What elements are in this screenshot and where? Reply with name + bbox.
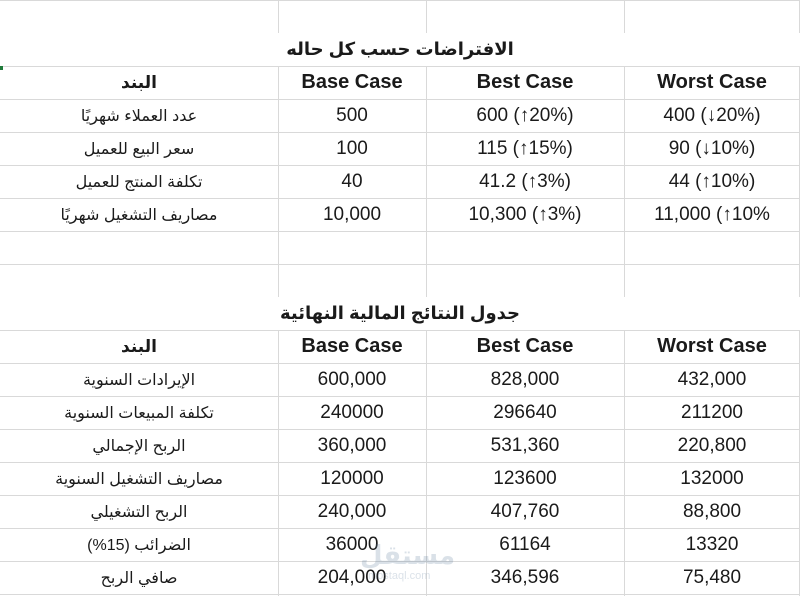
results-row-best[interactable]: 828,000: [490, 368, 560, 390]
results-row-best[interactable]: 407,760: [490, 500, 560, 522]
results-title[interactable]: جدول النتائج المالية النهائية: [0, 297, 800, 330]
assumptions-row-best[interactable]: 115 (↑15%): [477, 137, 573, 159]
results-row-base[interactable]: 36000: [325, 533, 379, 555]
results-row-worst[interactable]: 211200: [681, 401, 743, 423]
results-row-item[interactable]: مصاريف التشغيل السنوية: [55, 470, 223, 488]
assumptions-header-best[interactable]: Best Case: [476, 71, 574, 93]
assumptions-row-worst[interactable]: 400 (↓20%): [663, 104, 761, 126]
assumptions-row-worst[interactable]: 11,000 (↑10%: [654, 203, 770, 225]
assumptions-row-item[interactable]: سعر البيع للعميل: [83, 140, 195, 158]
results-row-worst[interactable]: 75,480: [682, 566, 742, 588]
results-row-best[interactable]: 123600: [493, 467, 557, 489]
assumptions-row-base[interactable]: 40: [341, 170, 363, 192]
results-row-item[interactable]: صافي الربح: [100, 569, 178, 587]
results-row-worst[interactable]: 220,800: [677, 434, 747, 456]
assumptions-row-worst[interactable]: 90 (↓10%): [668, 137, 756, 159]
results-header-best[interactable]: Best Case: [476, 335, 574, 357]
results-row-item[interactable]: تكلفة المبيعات السنوية: [64, 404, 214, 422]
row-divider: [0, 594, 800, 595]
results-row-worst[interactable]: 13320: [685, 533, 739, 555]
assumptions-row-base[interactable]: 500: [336, 104, 368, 126]
assumptions-row-base[interactable]: 10,000: [322, 203, 382, 225]
results-row-base[interactable]: 120000: [320, 467, 384, 489]
watermark-text: مستقل: [360, 540, 456, 570]
results-row-item[interactable]: الضرائب (15%): [87, 536, 191, 554]
assumptions-row-best[interactable]: 41.2 (↑3%): [479, 170, 571, 192]
row-divider: [0, 231, 800, 232]
assumptions-row-best[interactable]: 10,300 (↑3%): [468, 203, 582, 225]
results-row-item[interactable]: الربح الإجمالي: [92, 437, 186, 455]
assumptions-row-item[interactable]: تكلفة المنتج للعميل: [75, 173, 203, 191]
results-row-base[interactable]: 204,000: [317, 566, 387, 588]
results-row-item[interactable]: الإيرادات السنوية: [82, 371, 196, 389]
results-row-best[interactable]: 531,360: [490, 434, 560, 456]
results-row-base[interactable]: 600,000: [317, 368, 387, 390]
assumptions-row-item[interactable]: عدد العملاء شهريًا: [80, 107, 198, 125]
assumptions-header-worst[interactable]: Worst Case: [657, 71, 767, 93]
results-header-base[interactable]: Base Case: [301, 335, 403, 357]
assumptions-row-item[interactable]: مصاريف التشغيل شهريًا: [60, 206, 218, 224]
results-row-worst[interactable]: 88,800: [682, 500, 742, 522]
results-row-base[interactable]: 240,000: [317, 500, 387, 522]
assumptions-header-item[interactable]: البند: [121, 72, 157, 92]
row-divider: [0, 264, 800, 265]
results-row-best[interactable]: 296640: [493, 401, 557, 423]
assumptions-row-base[interactable]: 100: [336, 137, 368, 159]
results-header-item[interactable]: البند: [121, 336, 157, 356]
row-divider: [0, 0, 800, 1]
results-row-base[interactable]: 240000: [320, 401, 384, 423]
assumptions-title[interactable]: الافتراضات حسب كل حاله: [0, 33, 800, 66]
assumptions-row-worst[interactable]: 44 (↑10%): [668, 170, 756, 192]
results-row-item[interactable]: الربح التشغيلي: [90, 503, 188, 521]
results-header-worst[interactable]: Worst Case: [657, 335, 767, 357]
results-row-best[interactable]: 346,596: [490, 566, 560, 588]
results-row-best[interactable]: 61164: [499, 533, 551, 555]
results-row-base[interactable]: 360,000: [317, 434, 387, 456]
assumptions-header-base[interactable]: Base Case: [301, 71, 403, 93]
watermark-url: mostaql.com: [368, 570, 431, 582]
results-row-worst[interactable]: 132000: [680, 467, 744, 489]
assumptions-row-best[interactable]: 600 (↑20%): [476, 104, 574, 126]
results-row-worst[interactable]: 432,000: [677, 368, 747, 390]
